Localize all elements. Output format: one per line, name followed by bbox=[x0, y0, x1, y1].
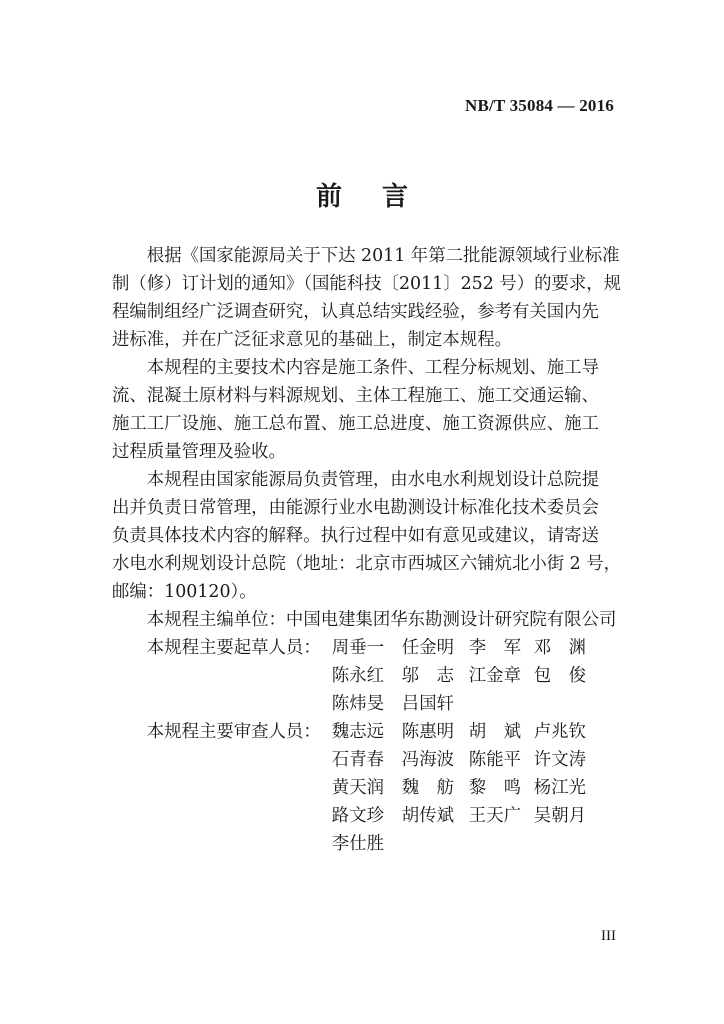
drafter-name: 周垂一 bbox=[331, 638, 384, 658]
drafter-name: 陈永红 bbox=[331, 666, 384, 686]
reviewer-name: 许文涛 bbox=[533, 750, 586, 770]
paragraph-line: 程编制组经广泛调查研究，认真总结实践经验，参考有关国内先 bbox=[112, 302, 599, 322]
reviewer-name: 王天广 bbox=[468, 806, 521, 826]
paragraph bbox=[112, 466, 622, 606]
reviewer-name: 李仕胜 bbox=[331, 834, 384, 854]
reviewer-name: 陈能平 bbox=[468, 750, 521, 770]
drafter-name: 任金明 bbox=[401, 638, 454, 658]
drafter-name: 陈炜旻 bbox=[331, 694, 384, 714]
paragraph-line: 出并负责日常管理，由能源行业水电勘测设计标准化技术委员会 bbox=[112, 498, 599, 518]
paragraph-line: 进标准，并在广泛征求意见的基础上，制定本规程。 bbox=[112, 330, 512, 350]
drafters-list bbox=[332, 634, 594, 718]
paragraph-line: 制（修）订计划的通知》（国能科技〔2011〕252 号）的要求，规 bbox=[112, 274, 622, 294]
reviewer-name: 路文珍 bbox=[331, 806, 384, 826]
drafter-name: 吕国轩 bbox=[401, 694, 454, 714]
chief-editor-unit: 本规程主编单位：中国电建集团华东勘测设计研究院有限公司 bbox=[146, 610, 617, 630]
paragraph-line: 过程质量管理及验收。 bbox=[112, 442, 286, 462]
reviewer-name: 卢兆钦 bbox=[533, 722, 586, 742]
paragraph-line: 本规程由国家能源局负责管理，由水电水利规划设计总院提 bbox=[146, 470, 599, 490]
paragraph-line: 本规程的主要技术内容是施工条件、工程分标规划、施工导 bbox=[146, 358, 599, 378]
reviewer-name: 石青春 bbox=[331, 750, 384, 770]
reviewers-list bbox=[332, 718, 594, 858]
reviewer-name: 魏 舫 bbox=[401, 778, 454, 798]
reviewer-name: 胡传斌 bbox=[401, 806, 454, 826]
drafter-name: 邬 志 bbox=[401, 666, 454, 686]
drafters-block bbox=[112, 634, 615, 718]
preface-body bbox=[112, 242, 622, 858]
reviewer-name: 胡 斌 bbox=[468, 722, 521, 742]
reviewer-name: 黎 鸣 bbox=[468, 778, 521, 798]
drafter-name: 包 俊 bbox=[533, 666, 586, 686]
paragraph-line: 根据《国家能源局关于下达 2011 年第二批能源领域行业标准 bbox=[146, 246, 620, 266]
reviewer-name: 冯海波 bbox=[401, 750, 454, 770]
page-title: 前言 bbox=[315, 182, 448, 212]
paragraph bbox=[112, 242, 622, 354]
drafter-name: 邓 渊 bbox=[533, 638, 586, 658]
drafter-name: 江金章 bbox=[468, 666, 521, 686]
reviewer-name: 黄天润 bbox=[331, 778, 384, 798]
paragraph-line: 水电水利规划设计总院（地址：北京市西城区六铺炕北小街 2 号， bbox=[112, 554, 622, 574]
drafters-label: 本规程主要起草人员： bbox=[146, 638, 321, 658]
reviewers-label: 本规程主要审查人员： bbox=[146, 722, 321, 742]
reviewer-name: 陈惠明 bbox=[401, 722, 454, 742]
paragraph bbox=[112, 354, 615, 466]
reviewer-name: 魏志远 bbox=[331, 722, 384, 742]
standard-code: NB/T 35084 — 2016 bbox=[464, 96, 614, 115]
drafter-name: 李 军 bbox=[468, 638, 521, 658]
paragraph-line: 负责具体技术内容的解释。执行过程中如有意见或建议，请寄送 bbox=[112, 526, 599, 546]
paragraph-line: 邮编：100120）。 bbox=[112, 582, 257, 602]
paragraph-line: 流、混凝土原材料与料源规划、主体工程施工、施工交通运输、 bbox=[112, 386, 599, 406]
reviewers-block bbox=[112, 718, 615, 858]
page-number: III bbox=[601, 928, 616, 944]
paragraph-line: 施工工厂设施、施工总布置、施工总进度、施工资源供应、施工 bbox=[112, 414, 599, 434]
reviewer-name: 吴朝月 bbox=[533, 806, 586, 826]
reviewer-name: 杨江光 bbox=[533, 778, 586, 798]
